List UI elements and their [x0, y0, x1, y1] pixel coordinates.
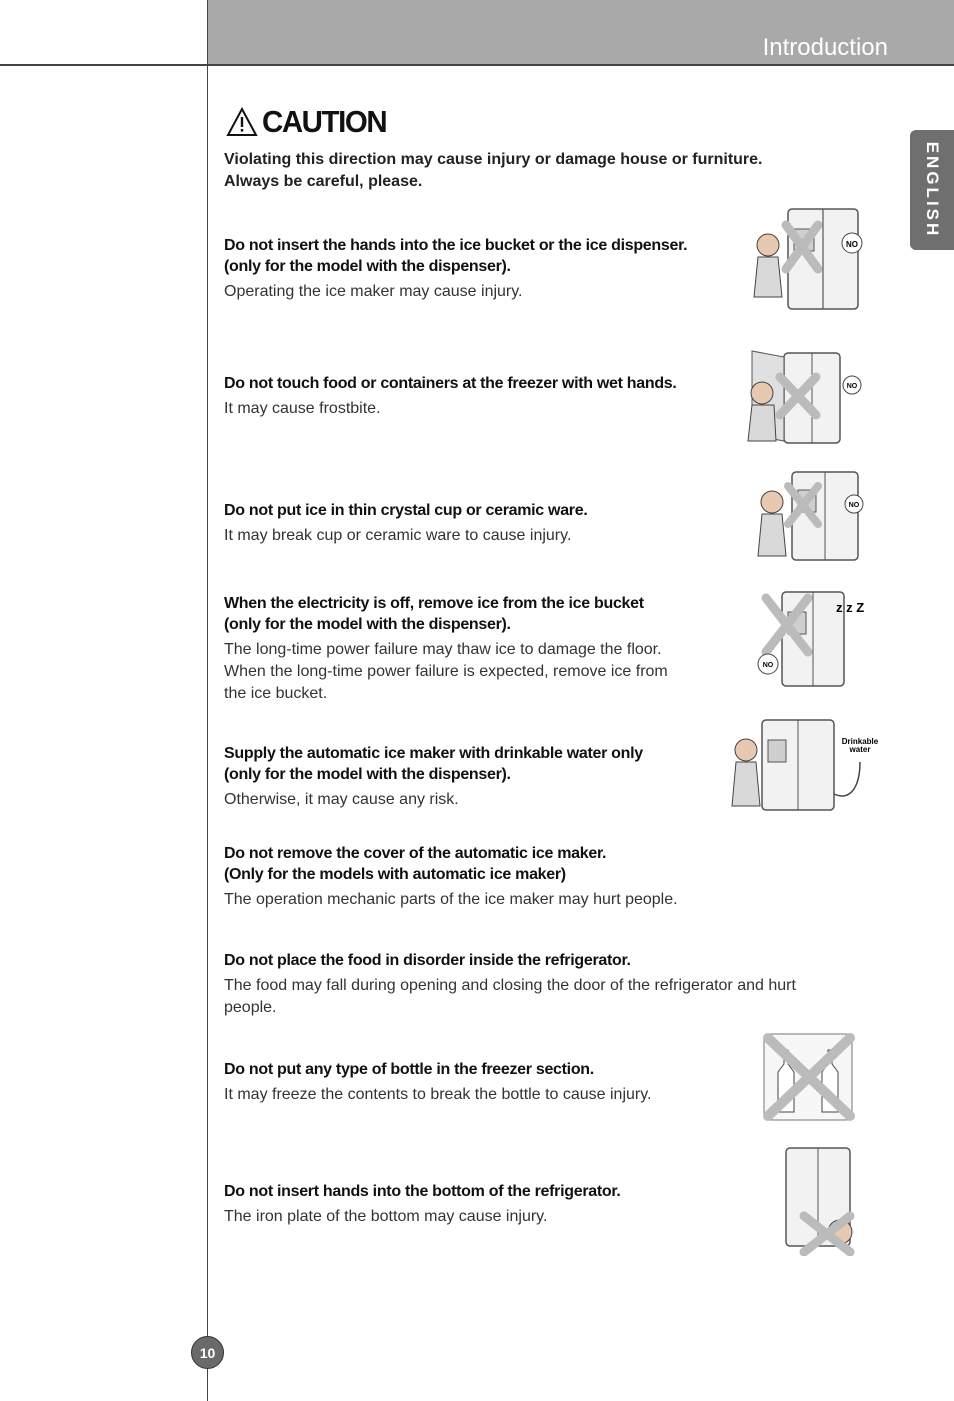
item-description-line: Otherwise, it may cause any risk. [224, 791, 459, 808]
item-heading-line: Do not insert hands into the bottom of the refrigerator. [224, 1183, 621, 1200]
item-description [224, 1206, 621, 1228]
item-description [224, 789, 643, 811]
no-badge-text: NO [848, 502, 860, 509]
caution-intro [224, 149, 762, 193]
item-description-line: The food may fall during opening and closing the door of the refrigerator and hurt [224, 977, 796, 994]
page-number: 10 [191, 1336, 224, 1369]
item-description [224, 525, 587, 547]
item-heading [224, 593, 668, 635]
bottle-freezer-illustration [754, 1030, 864, 1124]
ice-dispenser-illustration [752, 205, 872, 313]
caution-item-ice-dispenser [224, 235, 687, 303]
item-heading-line: (only for the model with the dispenser). [224, 616, 511, 633]
sleep-text: z z Z [836, 600, 865, 615]
caution-item-ice-maker-cover [224, 843, 678, 911]
refrigerator-bottom-illustration [764, 1142, 874, 1256]
item-heading-line: Do not put any type of bottle in the freezer section. [224, 1061, 594, 1078]
header-divider [0, 64, 954, 66]
item-heading-line: (only for the model with the dispenser). [224, 258, 511, 275]
item-heading-line: Do not insert the hands into the ice bucket or the ice dispenser. [224, 237, 688, 254]
item-heading-line: Do not place the food in disorder inside the refrigerator. [224, 952, 631, 969]
no-badge-text: NO [846, 383, 858, 390]
item-description-line: The operation mechanic parts of the ice maker may hurt people. [224, 891, 678, 908]
no-badge-text: NO [846, 240, 858, 249]
water-label-line: Drinkable [841, 737, 879, 746]
item-heading-line: Do not touch food or containers at the freezer with wet hands. [224, 375, 677, 392]
item-description-line: It may break cup or ceramic ware to cause injury. [224, 527, 572, 544]
item-heading-line: Do not remove the cover of the automatic ice maker. [224, 845, 607, 862]
item-heading [224, 743, 643, 785]
power-off-illustration [748, 588, 872, 692]
caution-item-power-off [224, 593, 668, 705]
item-description [224, 398, 677, 420]
crystal-cup-illustration [752, 468, 872, 564]
item-heading [224, 373, 677, 394]
item-heading-line: When the electricity is off, remove ice from the ice bucket [224, 595, 644, 612]
item-heading [224, 843, 678, 885]
item-description [224, 975, 796, 1019]
item-heading-line: (Only for the models with automatic ice maker) [224, 866, 566, 883]
item-heading [224, 950, 796, 971]
margin-line [207, 0, 208, 1401]
item-description-line: It may cause frostbite. [224, 400, 381, 417]
item-heading-line: Do not put ice in thin crystal cup or ceramic ware. [224, 502, 588, 519]
caution-item-crystal-cup [224, 500, 587, 547]
drinkable-water-illustration [724, 714, 884, 814]
section-title: Introduction [762, 34, 888, 61]
caution-title: CAUTION [262, 104, 387, 139]
item-description-line: The iron plate of the bottom may cause injury. [224, 1208, 548, 1225]
caution-heading [226, 104, 393, 140]
caution-item-bottle-freezer [224, 1059, 652, 1106]
language-tab-label: ENGLISH [923, 141, 942, 239]
item-heading [224, 1181, 621, 1202]
freezer-wet-hands-illustration [740, 345, 880, 447]
item-heading [224, 1059, 652, 1080]
item-description-line: The long-time power failure may thaw ice to damage the floor. [224, 641, 662, 658]
item-description-line: the ice bucket. [224, 685, 328, 702]
item-description [224, 889, 678, 911]
intro-line: Violating this direction may cause injury or damage house or furniture. [224, 151, 763, 168]
item-description [224, 281, 687, 303]
water-label-line: water [849, 745, 871, 754]
no-badge-text: NO [762, 662, 774, 669]
item-description-line: It may freeze the contents to break the bottle to cause injury. [224, 1086, 652, 1103]
item-heading [224, 500, 587, 521]
item-heading-line: (only for the model with the dispenser). [224, 766, 511, 783]
item-description [224, 639, 668, 705]
item-description-line: Operating the ice maker may cause injury. [224, 283, 523, 300]
item-description-line: people. [224, 999, 277, 1016]
warning-triangle-icon [226, 107, 258, 137]
item-heading-line: Supply the automatic ice maker with drinkable water only [224, 745, 643, 762]
item-heading [224, 235, 687, 277]
caution-item-bottom-hands [224, 1181, 621, 1228]
caution-item-food-disorder [224, 950, 796, 1019]
item-description-line: When the long-time power failure is expected, remove ice from [224, 663, 668, 680]
language-tab[interactable] [910, 130, 954, 250]
intro-line: Always be careful, please. [224, 173, 423, 190]
caution-item-drinkable-water [224, 743, 643, 811]
item-description [224, 1084, 652, 1106]
caution-item-wet-hands [224, 373, 677, 420]
